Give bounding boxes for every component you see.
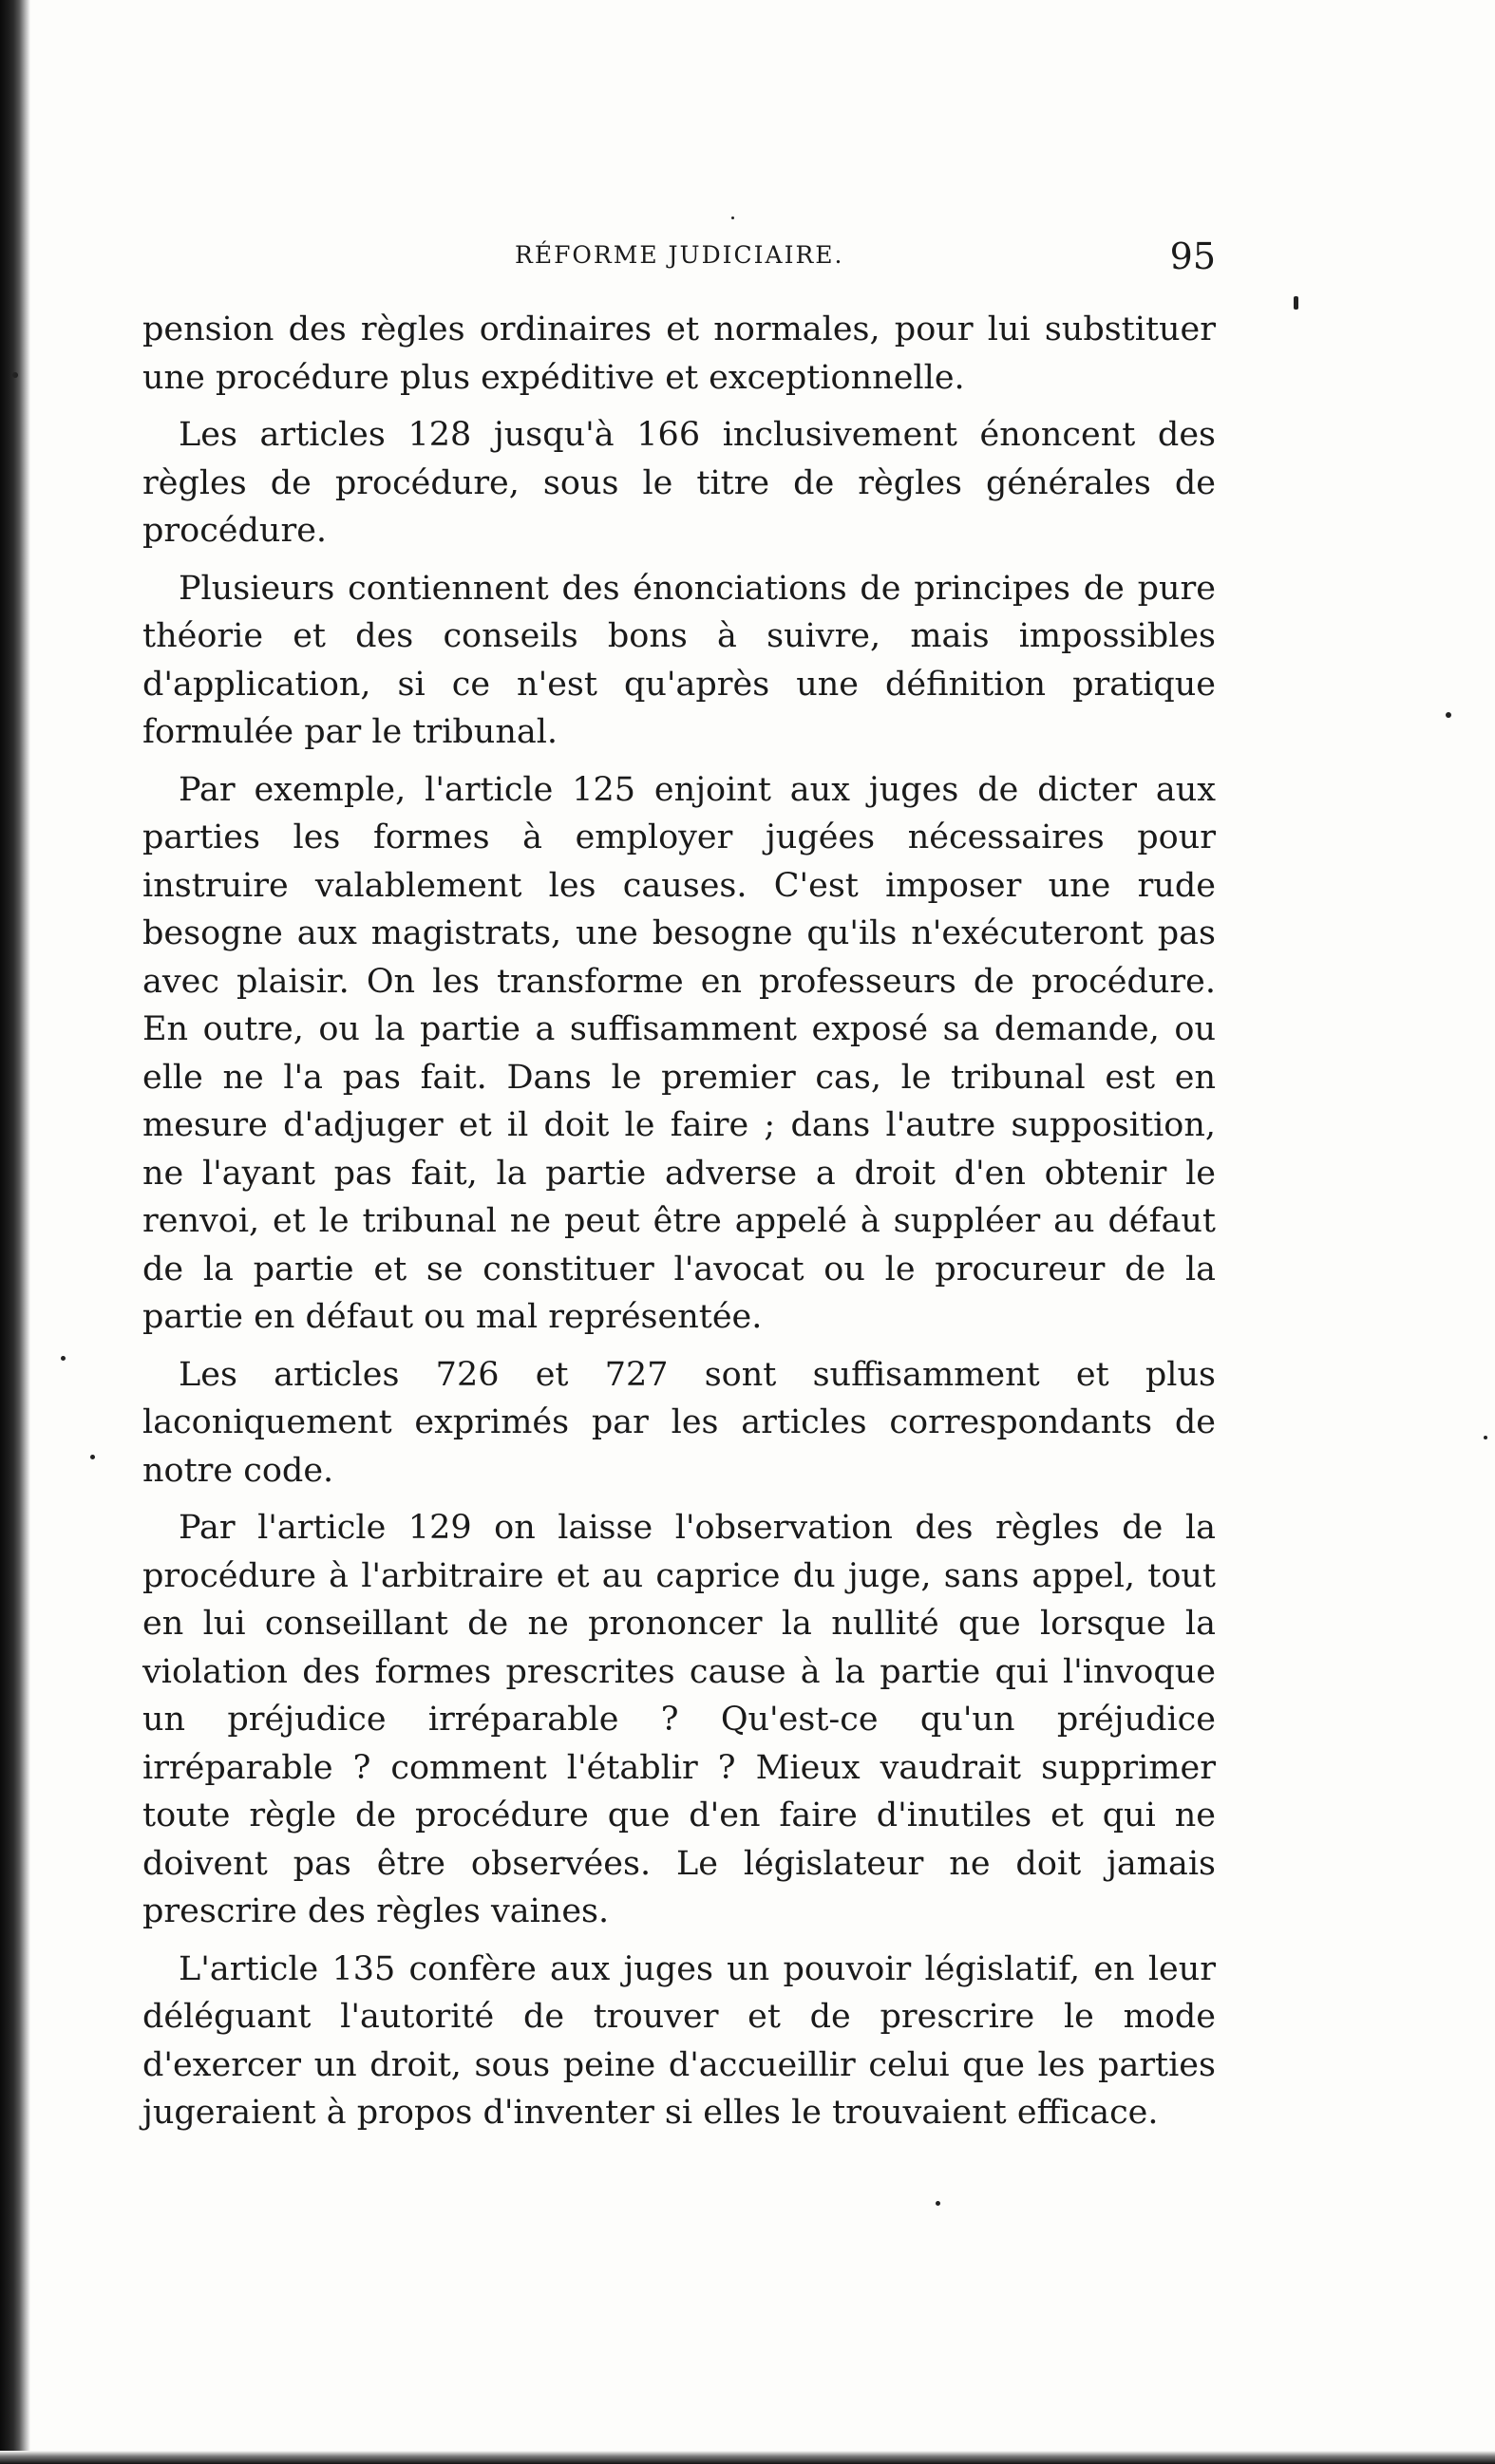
body-text	[142, 306, 1216, 2147]
paragraph: Par exemple, l'article 125 enjoint aux juges de dicter aux parties les formes à employer jugées nécessaires pour instruire valablement les causes. C'est imposer une rude besogne aux magistrats, une besogne qu'ils n'exécuteront pas avec plaisir. On les transforme en professeurs de procédure. En outre, ou la partie a suffisamment exposé sa demande, ou elle ne l'a pas fait. Dans le premier cas, le tribunal est en mesure d'adjuger et il doit le faire ; dans l'autre supposition, ne l'ayant pas fait, la partie adverse a droit d'en obtenir le renvoi, et le tribunal ne peut être appelé à suppléer au défaut de la partie et se constituer l'avocat ou le procureur de la partie en défaut ou mal représentée.	[142, 770, 1216, 1336]
scan-speck	[61, 1356, 66, 1361]
running-title: RÉFORME JUDICIAIRE.	[515, 241, 844, 269]
scan-speck	[1294, 296, 1298, 310]
scan-speck	[12, 372, 18, 378]
scan-speck	[731, 216, 734, 219]
page-number: 95	[1169, 235, 1216, 277]
page-binding-edge	[0, 0, 30, 2464]
scan-speck	[90, 1455, 95, 1459]
page-bottom-edge	[0, 2451, 1495, 2464]
paragraph: L'article 135 confère aux juges un pouvoir législatif, en leur déléguant l'autorité de trouver et de prescrire le mode d'exercer un droit, sous peine d'accueillir celui que les parties jugeraient à propos d'inventer si elles le trouvaient efficace.	[142, 1949, 1216, 2132]
paragraph: Par l'article 129 on laisse l'observation des règles de la procédure à l'arbitraire et au caprice du juge, sans appel, tout en lui conseillant de ne prononcer la nullité que lorsque la violation des formes prescrites cause à la partie qui l'invoque un préjudice irréparable ? Qu'est-ce qu'un préjudice irréparable ? comment l'établir ? Mieux vaudrait supprimer toute règle de procédure que d'en faire d'inutiles et qui ne doivent pas être observées. Le législateur ne doit jamais prescrire des règles vaines.	[142, 1509, 1216, 1930]
paragraph: Les articles 726 et 727 sont suffisamment et plus laconiquement exprimés par les articles correspondants de notre code.	[142, 1355, 1216, 1490]
scan-speck	[1484, 1436, 1487, 1439]
scan-speck	[936, 2201, 940, 2206]
paragraph-continuation: pension des règles ordinaires et normales, pour lui substituer une procédure plus expéditive et exceptionnelle.	[142, 310, 1216, 397]
page-header	[142, 235, 1216, 277]
paragraph: Les articles 128 jusqu'à 166 inclusivement énoncent des règles de procédure, sous le titre de règles générales de procédure.	[142, 416, 1216, 550]
scan-speck	[1446, 712, 1451, 718]
paragraph: Plusieurs contiennent des énonciations de principes de pure théorie et des conseils bons à suivre, mais impossibles d'application, si ce n'est qu'après une définition pratique formulée par le tribunal.	[142, 569, 1216, 751]
